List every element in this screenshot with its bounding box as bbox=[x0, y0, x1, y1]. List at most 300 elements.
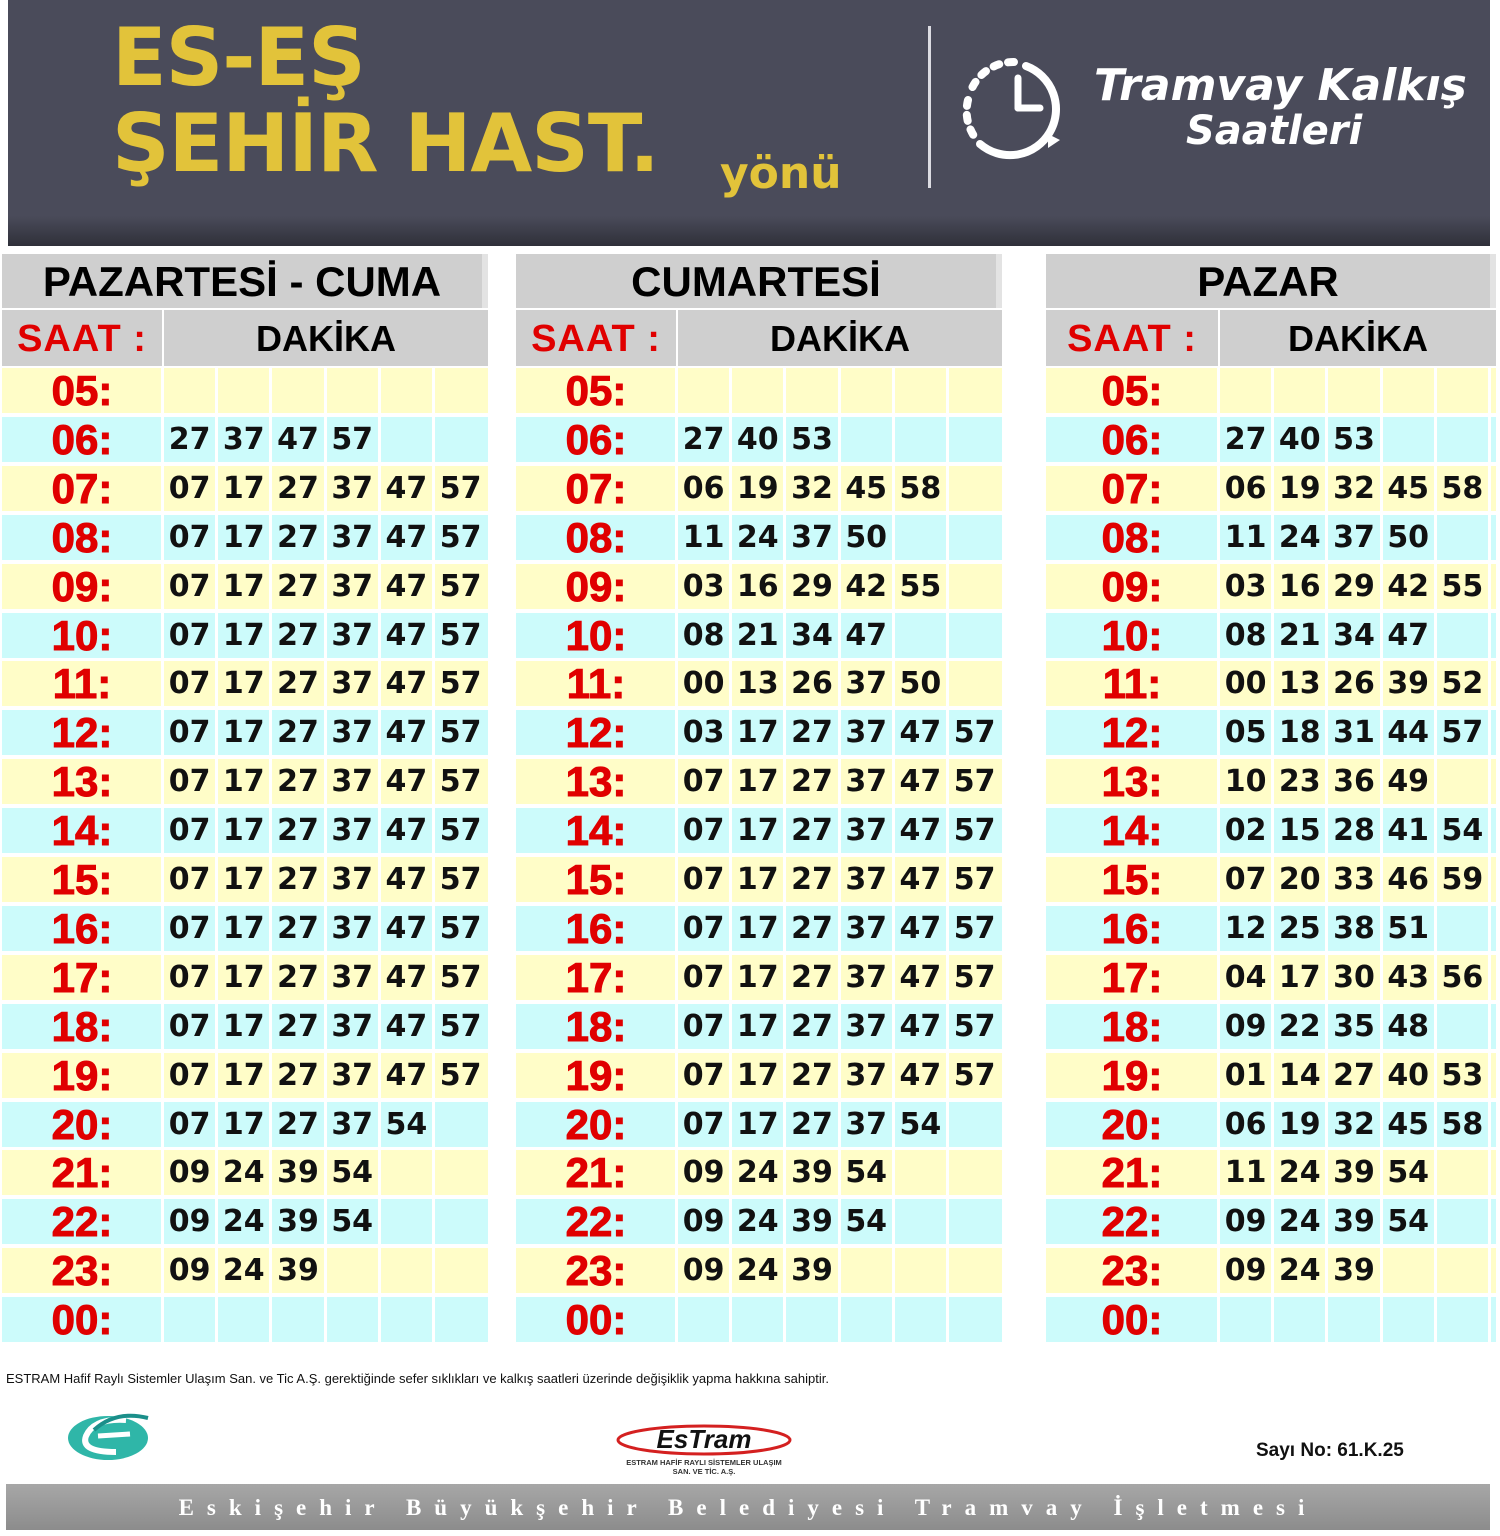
minute-cell: 15 bbox=[1278, 813, 1321, 849]
minute-cell: 18 bbox=[1278, 715, 1321, 751]
hour-cell: 17: bbox=[1101, 953, 1163, 1001]
minute-cell: 07 bbox=[168, 813, 211, 849]
minute-cell bbox=[1383, 1248, 1434, 1293]
minute-cell: 53 bbox=[791, 421, 833, 457]
minute-cell: 54 bbox=[899, 1106, 942, 1142]
minute-column-header: DAKİKA bbox=[1220, 310, 1496, 366]
minute-cell: 47 bbox=[385, 519, 428, 555]
schedule-row bbox=[2, 661, 488, 706]
minute-cell: 27 bbox=[277, 519, 319, 555]
minute-cell bbox=[949, 564, 1000, 609]
schedule-row bbox=[1046, 417, 1496, 462]
minute-cell: 37 bbox=[845, 862, 888, 897]
minute-cell: 53 bbox=[1441, 1057, 1484, 1093]
minute-cell: 24 bbox=[1278, 519, 1321, 555]
column-headers bbox=[2, 310, 488, 366]
hour-cell: 22: bbox=[1101, 1198, 1163, 1246]
minute-cell: 17 bbox=[222, 666, 265, 702]
minute-cell bbox=[895, 1150, 946, 1195]
hour-cell: 07: bbox=[1101, 464, 1163, 512]
minute-cell: 26 bbox=[1333, 666, 1375, 702]
minute-cell: 34 bbox=[1333, 617, 1375, 653]
minute-cell: 27 bbox=[277, 1008, 319, 1044]
minute-cell: 27 bbox=[277, 617, 319, 653]
minute-cell: 43 bbox=[1387, 959, 1430, 995]
minute-cell bbox=[1491, 1199, 1500, 1244]
minute-cell: 39 bbox=[791, 1253, 833, 1289]
minute-cell: 37 bbox=[845, 813, 888, 849]
minute-cell bbox=[1491, 710, 1500, 755]
schedule-row bbox=[1046, 466, 1496, 511]
minute-cell: 27 bbox=[277, 666, 319, 702]
minute-cell: 37 bbox=[331, 813, 374, 849]
minute-cell: 27 bbox=[277, 470, 319, 506]
hour-cell: 14: bbox=[565, 807, 627, 855]
minute-cell: 39 bbox=[1333, 1204, 1375, 1240]
minute-cell: 47 bbox=[385, 959, 428, 995]
minute-cell bbox=[164, 368, 215, 413]
minute-cell bbox=[435, 1150, 486, 1195]
minute-cell: 17 bbox=[1278, 959, 1321, 995]
minute-cell: 52 bbox=[1441, 666, 1484, 702]
minute-cell: 57 bbox=[439, 813, 482, 849]
minute-cell: 37 bbox=[222, 421, 265, 457]
schedule-row bbox=[1046, 759, 1496, 804]
schedule-row bbox=[2, 710, 488, 755]
minute-cell: 57 bbox=[439, 519, 482, 555]
minute-cell: 27 bbox=[1333, 1057, 1375, 1093]
minute-cell: 14 bbox=[1278, 1057, 1321, 1093]
minute-cell: 39 bbox=[791, 1155, 833, 1191]
minute-cell: 17 bbox=[736, 1057, 779, 1093]
minute-cell: 57 bbox=[439, 715, 482, 751]
minute-cell: 37 bbox=[331, 568, 374, 604]
minute-cell: 53 bbox=[1333, 421, 1375, 457]
minute-cell bbox=[1491, 515, 1500, 560]
minute-cell: 27 bbox=[168, 421, 211, 457]
minute-cell: 17 bbox=[222, 813, 265, 849]
schedule-row bbox=[1046, 515, 1496, 560]
minute-cell: 47 bbox=[845, 617, 888, 653]
minute-cell: 51 bbox=[1387, 910, 1430, 946]
hour-cell: 19: bbox=[565, 1051, 627, 1099]
schedule-row bbox=[2, 808, 488, 853]
minute-cell bbox=[732, 368, 783, 413]
minute-cell bbox=[841, 1248, 892, 1293]
schedule-row bbox=[1046, 1248, 1496, 1293]
minute-cell: 11 bbox=[682, 519, 725, 555]
minute-cell bbox=[1491, 1297, 1500, 1342]
schedule-row bbox=[516, 466, 1002, 511]
minute-cell: 54 bbox=[1387, 1155, 1430, 1191]
minute-cell bbox=[895, 1248, 946, 1293]
minute-cell: 03 bbox=[1224, 568, 1267, 604]
minute-cell: 17 bbox=[736, 862, 779, 897]
minute-cell: 37 bbox=[331, 862, 374, 897]
minute-cell bbox=[895, 1199, 946, 1244]
minute-cell: 37 bbox=[331, 1106, 374, 1142]
hour-cell: 16: bbox=[1101, 904, 1163, 952]
minute-cell: 09 bbox=[168, 1253, 211, 1289]
minute-cell: 09 bbox=[682, 1155, 725, 1191]
minute-cell: 08 bbox=[1224, 617, 1267, 653]
minute-cell: 39 bbox=[1333, 1253, 1375, 1289]
minute-cell: 39 bbox=[1333, 1155, 1375, 1191]
minute-cell: 17 bbox=[222, 1106, 265, 1142]
minute-cell: 47 bbox=[385, 617, 428, 653]
day-heading: PAZARTESİ - CUMA bbox=[2, 254, 488, 308]
hour-cell: 13: bbox=[565, 758, 627, 806]
schedule-row bbox=[516, 564, 1002, 609]
hour-column-header: SAAT : bbox=[1046, 310, 1218, 366]
minute-cell: 47 bbox=[899, 910, 942, 946]
minute-cell: 08 bbox=[682, 617, 725, 653]
minute-cell: 27 bbox=[791, 813, 833, 849]
minute-cell bbox=[381, 1199, 432, 1244]
minute-cell: 13 bbox=[736, 666, 779, 702]
schedule-row bbox=[2, 955, 488, 1000]
minute-cell: 23 bbox=[1278, 764, 1321, 800]
minute-cell bbox=[1491, 466, 1500, 511]
minute-cell: 37 bbox=[845, 910, 888, 946]
minute-cell: 07 bbox=[168, 666, 211, 702]
hour-cell: 05: bbox=[565, 367, 627, 414]
minute-cell: 47 bbox=[385, 1057, 428, 1093]
minute-cell bbox=[1437, 906, 1488, 951]
minute-cell bbox=[1437, 1297, 1488, 1342]
minute-cell: 27 bbox=[791, 715, 833, 751]
header-bottom-band bbox=[8, 216, 1490, 246]
minute-cell: 17 bbox=[222, 617, 265, 653]
hour-cell: 22: bbox=[565, 1198, 627, 1246]
hour-cell: 17: bbox=[565, 953, 627, 1001]
minute-cell: 39 bbox=[277, 1253, 319, 1289]
minute-column-header: DAKİKA bbox=[164, 310, 488, 366]
minute-cell: 32 bbox=[1333, 470, 1375, 506]
schedule-row bbox=[2, 857, 488, 902]
minute-cell: 17 bbox=[222, 1008, 265, 1044]
schedule-row bbox=[1046, 368, 1496, 413]
schedule-row bbox=[1046, 1150, 1496, 1195]
issue-number: Sayı No: 61.K.25 bbox=[1256, 1440, 1404, 1461]
minute-cell: 07 bbox=[168, 519, 211, 555]
hour-cell: 08: bbox=[565, 513, 627, 561]
schedule-row bbox=[2, 1297, 488, 1342]
minute-cell bbox=[732, 1297, 783, 1342]
day-heading: PAZAR bbox=[1046, 254, 1496, 308]
minute-cell: 40 bbox=[1278, 421, 1321, 457]
minute-cell: 26 bbox=[791, 666, 833, 702]
minute-cell bbox=[841, 417, 892, 462]
minute-cell bbox=[1437, 368, 1488, 413]
hour-cell: 14: bbox=[1101, 807, 1163, 855]
minute-cell: 47 bbox=[385, 764, 428, 800]
hour-cell: 12: bbox=[565, 709, 627, 757]
minute-cell bbox=[1491, 417, 1500, 462]
minute-cell: 27 bbox=[791, 1008, 833, 1044]
page-title-line2: Saatleri bbox=[1186, 108, 1363, 154]
hour-cell: 18: bbox=[1101, 1002, 1163, 1050]
minute-cell bbox=[895, 613, 946, 658]
hour-cell: 10: bbox=[1101, 611, 1163, 659]
minute-cell: 00 bbox=[682, 666, 725, 702]
minute-cell: 37 bbox=[331, 1057, 374, 1093]
minute-cell: 17 bbox=[222, 862, 265, 897]
minute-cell: 12 bbox=[1224, 910, 1267, 946]
hour-cell: 09: bbox=[565, 562, 627, 610]
minute-cell bbox=[1437, 417, 1488, 462]
minute-cell: 04 bbox=[1224, 959, 1267, 995]
minute-cell: 07 bbox=[168, 470, 211, 506]
schedule-row bbox=[516, 906, 1002, 951]
minute-cell: 37 bbox=[331, 959, 374, 995]
minute-cell: 36 bbox=[1333, 764, 1375, 800]
minute-cell bbox=[1437, 1150, 1488, 1195]
schedule-row bbox=[516, 1150, 1002, 1195]
minute-cell: 07 bbox=[168, 764, 211, 800]
schedule-row bbox=[516, 1297, 1002, 1342]
schedule-row bbox=[516, 857, 1002, 902]
hour-cell: 12: bbox=[1101, 709, 1163, 757]
minute-cell: 58 bbox=[1441, 470, 1484, 506]
hour-cell: 11: bbox=[566, 660, 626, 708]
minute-cell: 37 bbox=[845, 715, 888, 751]
minute-cell: 07 bbox=[1224, 862, 1267, 897]
minute-cell: 56 bbox=[1441, 959, 1484, 995]
minute-cell bbox=[1437, 515, 1488, 560]
minute-cell: 57 bbox=[439, 568, 482, 604]
header-banner bbox=[8, 0, 1490, 246]
hour-cell: 08: bbox=[1101, 513, 1163, 561]
minute-cell bbox=[381, 1248, 432, 1293]
minute-cell: 02 bbox=[1224, 813, 1267, 849]
minute-cell bbox=[1491, 808, 1500, 853]
hour-cell: 07: bbox=[565, 464, 627, 512]
minute-cell: 06 bbox=[1224, 470, 1267, 506]
schedule-row bbox=[2, 906, 488, 951]
minute-cell: 16 bbox=[736, 568, 779, 604]
hour-cell: 06: bbox=[51, 415, 113, 463]
minute-cell: 07 bbox=[168, 715, 211, 751]
minute-cell: 33 bbox=[1333, 862, 1375, 897]
destination-line1: ES-EŞ bbox=[112, 11, 365, 104]
minute-cell: 24 bbox=[222, 1204, 265, 1240]
minute-cell: 47 bbox=[385, 568, 428, 604]
hour-cell: 19: bbox=[51, 1051, 113, 1099]
minute-cell: 57 bbox=[953, 1057, 996, 1093]
hour-cell: 14: bbox=[51, 807, 113, 855]
schedule-row bbox=[516, 1004, 1002, 1049]
minute-cell bbox=[1491, 759, 1500, 804]
hour-cell: 12: bbox=[51, 709, 113, 757]
minute-cell: 47 bbox=[385, 862, 428, 897]
minute-cell: 49 bbox=[1387, 764, 1430, 800]
minute-cell: 59 bbox=[1441, 862, 1484, 897]
minute-cell bbox=[435, 417, 486, 462]
minute-cell bbox=[1437, 759, 1488, 804]
schedule-row bbox=[1046, 564, 1496, 609]
minute-cell bbox=[1491, 1248, 1500, 1293]
minute-cell bbox=[1437, 1004, 1488, 1049]
minute-cell: 27 bbox=[791, 959, 833, 995]
hour-cell: 16: bbox=[565, 904, 627, 952]
schedule-row bbox=[516, 515, 1002, 560]
schedule-row bbox=[516, 1102, 1002, 1147]
minute-cell: 27 bbox=[277, 959, 319, 995]
minute-cell: 00 bbox=[1224, 666, 1267, 702]
minute-cell: 20 bbox=[1278, 862, 1321, 897]
minute-cell: 48 bbox=[1387, 1008, 1430, 1044]
minute-cell: 57 bbox=[439, 666, 482, 702]
minute-cell: 27 bbox=[277, 1106, 319, 1142]
direction-suffix: yönü bbox=[720, 148, 842, 199]
minute-cell bbox=[1328, 368, 1379, 413]
minute-cell: 47 bbox=[899, 764, 942, 800]
minute-cell bbox=[1491, 661, 1500, 706]
minute-cell bbox=[272, 368, 323, 413]
schedule-row bbox=[516, 759, 1002, 804]
minute-cell: 37 bbox=[331, 1008, 374, 1044]
minute-cell: 11 bbox=[1224, 1155, 1267, 1191]
minute-cell: 55 bbox=[1441, 568, 1484, 604]
minute-cell bbox=[1491, 1053, 1500, 1098]
minute-cell: 07 bbox=[682, 1057, 725, 1093]
minute-cell: 57 bbox=[953, 959, 996, 995]
schedule-row bbox=[1046, 857, 1496, 902]
minute-cell: 40 bbox=[1387, 1057, 1430, 1093]
minute-cell: 37 bbox=[845, 959, 888, 995]
minute-cell: 03 bbox=[682, 715, 725, 751]
hour-cell: 11: bbox=[1102, 660, 1162, 708]
minute-cell: 40 bbox=[736, 421, 779, 457]
minute-cell bbox=[1491, 613, 1500, 658]
minute-cell: 17 bbox=[222, 519, 265, 555]
schedule-row bbox=[516, 661, 1002, 706]
minute-cell: 24 bbox=[222, 1155, 265, 1191]
day-heading: CUMARTESİ bbox=[516, 254, 1002, 308]
schedule-row bbox=[1046, 1102, 1496, 1147]
minute-cell: 17 bbox=[222, 568, 265, 604]
minute-cell bbox=[327, 368, 378, 413]
minute-cell bbox=[949, 1297, 1000, 1342]
minute-cell: 07 bbox=[168, 1008, 211, 1044]
schedule-row bbox=[1046, 1053, 1496, 1098]
minute-cell: 47 bbox=[385, 470, 428, 506]
minute-cell: 54 bbox=[1441, 813, 1484, 849]
eskisehir-logo-icon bbox=[64, 1408, 154, 1462]
minute-cell: 57 bbox=[953, 862, 996, 897]
schedule-row bbox=[516, 613, 1002, 658]
minute-cell: 57 bbox=[439, 862, 482, 897]
minute-cell: 17 bbox=[736, 1008, 779, 1044]
minute-cell: 22 bbox=[1278, 1008, 1321, 1044]
minute-cell: 50 bbox=[845, 519, 888, 555]
minute-cell bbox=[435, 1248, 486, 1293]
minute-cell: 57 bbox=[953, 715, 996, 751]
schedule-row bbox=[516, 1248, 1002, 1293]
minute-cell: 27 bbox=[791, 764, 833, 800]
hour-cell: 07: bbox=[51, 464, 113, 512]
minute-cell: 17 bbox=[736, 715, 779, 751]
schedule-row bbox=[2, 564, 488, 609]
minute-cell bbox=[841, 1297, 892, 1342]
minute-cell: 37 bbox=[331, 910, 374, 946]
minute-cell: 47 bbox=[899, 813, 942, 849]
minute-cell: 28 bbox=[1333, 813, 1375, 849]
minute-cell: 24 bbox=[222, 1253, 265, 1289]
minute-cell bbox=[218, 368, 269, 413]
minute-cell: 17 bbox=[222, 959, 265, 995]
minute-cell: 37 bbox=[331, 617, 374, 653]
hour-cell: 11: bbox=[52, 660, 112, 708]
schedule-row bbox=[2, 515, 488, 560]
schedule-row bbox=[2, 1199, 488, 1244]
hour-cell: 06: bbox=[565, 415, 627, 463]
minute-cell: 27 bbox=[791, 910, 833, 946]
minute-cell: 17 bbox=[736, 1106, 779, 1142]
minute-cell bbox=[1383, 417, 1434, 462]
minute-cell: 29 bbox=[791, 568, 833, 604]
minute-cell: 34 bbox=[791, 617, 833, 653]
minute-cell: 47 bbox=[385, 715, 428, 751]
schedule-row bbox=[2, 417, 488, 462]
schedule-row bbox=[2, 759, 488, 804]
minute-cell: 47 bbox=[385, 1008, 428, 1044]
minute-cell: 54 bbox=[331, 1204, 374, 1240]
schedule-row bbox=[516, 808, 1002, 853]
hour-cell: 13: bbox=[51, 758, 113, 806]
minute-cell: 37 bbox=[845, 764, 888, 800]
clock-arrow-icon bbox=[948, 48, 1082, 160]
minute-cell: 21 bbox=[736, 617, 779, 653]
minute-cell: 39 bbox=[277, 1204, 319, 1240]
minute-cell: 07 bbox=[682, 764, 725, 800]
minute-cell: 47 bbox=[1387, 617, 1430, 653]
schedule-row bbox=[1046, 710, 1496, 755]
minute-cell: 17 bbox=[736, 959, 779, 995]
minute-cell bbox=[895, 515, 946, 560]
minute-cell: 24 bbox=[736, 1204, 779, 1240]
minute-cell: 24 bbox=[1278, 1204, 1321, 1240]
estram-subtitle bbox=[612, 1458, 796, 1476]
minute-cell: 27 bbox=[682, 421, 725, 457]
minute-cell: 47 bbox=[277, 421, 319, 457]
schedule-row bbox=[1046, 1297, 1496, 1342]
schedule-row bbox=[516, 1053, 1002, 1098]
minute-cell: 17 bbox=[222, 910, 265, 946]
hour-cell: 23: bbox=[565, 1247, 627, 1295]
minute-cell: 54 bbox=[1387, 1204, 1430, 1240]
hour-column-header: SAAT : bbox=[2, 310, 162, 366]
minute-cell bbox=[949, 417, 1000, 462]
minute-cell: 37 bbox=[331, 715, 374, 751]
minute-cell: 27 bbox=[791, 1106, 833, 1142]
minute-cell: 07 bbox=[168, 862, 211, 897]
hour-cell: 00: bbox=[1101, 1296, 1163, 1344]
minute-cell: 07 bbox=[168, 1057, 211, 1093]
hour-cell: 20: bbox=[51, 1100, 113, 1148]
minute-cell bbox=[949, 1199, 1000, 1244]
column-headers bbox=[516, 310, 1002, 366]
minute-cell bbox=[678, 368, 729, 413]
minute-cell: 09 bbox=[1224, 1253, 1267, 1289]
minute-cell: 45 bbox=[1387, 470, 1430, 506]
minute-cell: 06 bbox=[1224, 1106, 1267, 1142]
minute-cell bbox=[949, 368, 1000, 413]
minute-cell bbox=[1383, 368, 1434, 413]
minute-cell: 37 bbox=[791, 519, 833, 555]
minute-cell: 57 bbox=[439, 470, 482, 506]
